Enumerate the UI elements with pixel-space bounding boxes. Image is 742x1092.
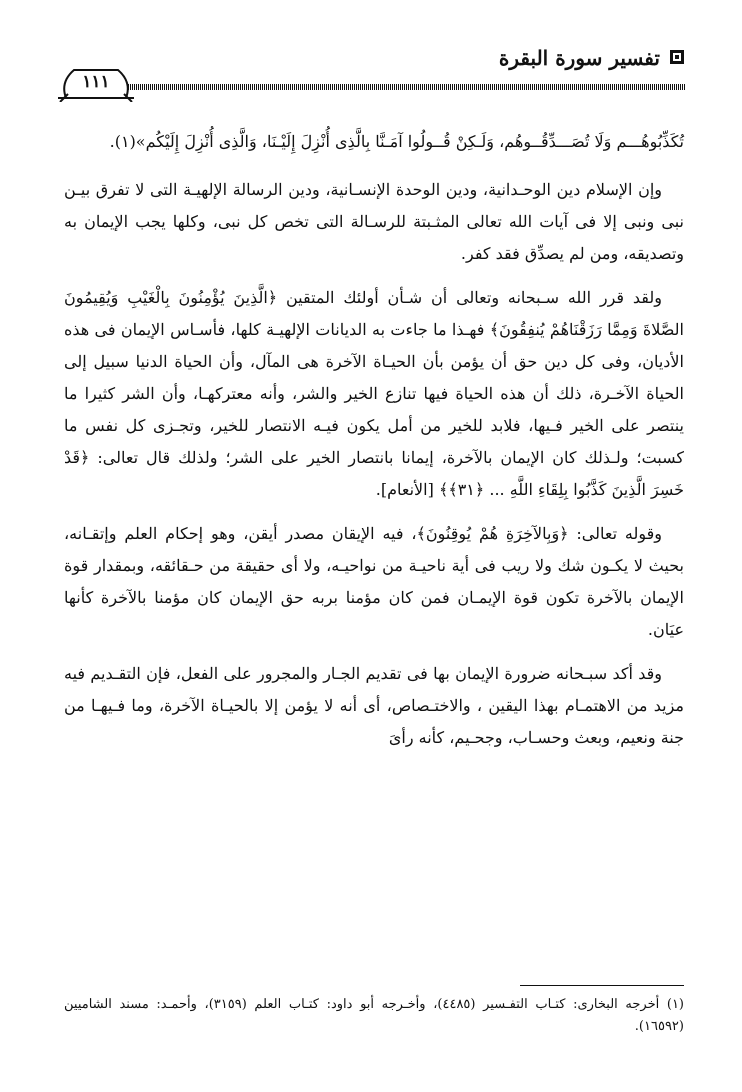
- page-body: [64, 126, 684, 754]
- footnote-divider: [520, 985, 684, 986]
- paragraph: ولقد قرر الله سـبحانه وتعالى أن شـأن أولئك المتقين ﴿الَّذِينَ يُؤْمِنُونَ بِالْغَيْبِ وَيُقِيمُونَ الصَّلاةَ وَمِمَّا رَزَقْنَاهُمْ يُنفِقُونَ﴾ فهـذا ما جاءت به الديانات الإلهيـة كلها، فأسـاس الإيمان فى هذه الأديان، وفى كل دين حق أن يؤمن بأن الحيـاة الآخرة هى المآل، وأن الحياة الدنيا سبيل إلى الحياة الآخـرة، ذلك أن هذه الحياة فيها تنازع الخير والشر، وأنه معتركهـا، وأن الشر كثيرا ما ينتصر على الخير فـيها، فلابد للخير من أمل يكون فيـه الانتصار للخير، وتجـزى كل نفس ما كسبت؛ ولـذلك كان الإيمان بالآخرة، إيمانا بانتصار الخير على الشر؛ ولذلك قال تعالى: ﴿قَدْ خَسِرَ الَّذِينَ كَذَّبُوا بِلِقَاءِ اللَّهِ ... ﴿٣١﴾﴾ [الأنعام].: [64, 288, 685, 499]
- footnote: (١) أخرجه البخارى: كتـاب التفـسير (٤٤٨٥)، وأخـرجه أبو داود: كتـاب العلم (٣١٥٩)، وأحمـد: مسند الشاميين (١٦٥٩٢).: [64, 997, 684, 1034]
- paragraph: وقد أكد سبـحانه ضرورة الإيمان بها فى تقديم الجـار والمجرور على الفعل، فإن التقـديم فيه مزيد من الاهتمـام بهذا اليقين ، والاختـصاص، أى أنه لا يؤمن إلا بالحيـاة الآخرة، وما فـيهـا من جنة ونعيم، وبعث وحسـاب، وجحـيم، كأنه رأىَ: [64, 664, 684, 747]
- page-header: [56, 40, 686, 110]
- header-ornament-icon: [668, 48, 686, 66]
- header-divider: [120, 84, 686, 90]
- book-title: تفسير سورة البقرة: [498, 46, 660, 70]
- paragraph: تُكَذِّبُوهُـــم وَلَا تُصَـــدِّقُــوهُم، وَلَـكِنْ قُــولُوا آمَـنَّا بِالَّذِى أُنْزِلَ إِلَيْـنَا، وَالَّذِى أُنْزِلَ إِلَيْكُم»(١).: [109, 132, 684, 151]
- page-number: ١١١: [82, 72, 110, 92]
- paragraph: وقوله تعالى: ﴿وَبِالآخِرَةِ هُمْ يُوقِنُونَ﴾، فيه الإيقان مصدر أيقن، وهو إحكام العلم وإتقـانه، بحيث لا يكـون شك ولا ريب فى أية ناحيـة من نواحيـه، ولا أى حقيقة من حـقائقه، وبمقدار قوة الإيمان بالآخرة تكون قوة الإيمـان فمن كان مؤمنا بربه حق الإيمان كان مؤمنا بالآخرة كأنها عيَان.: [64, 524, 684, 639]
- paragraph: وإن الإسلام دين الوحـدانية، ودين الوحدة الإنسـانية، ودين الرسالة الإلهيـة التى لا تفرق بيـن نبى ونبى إلا فى آيات الله تعالى المثـبتة للرسـالة التى تخص كل نبى، وكلها يجب الإيمان به وتصديقه، ومن لم يصدِّق فقد كفر.: [64, 180, 684, 263]
